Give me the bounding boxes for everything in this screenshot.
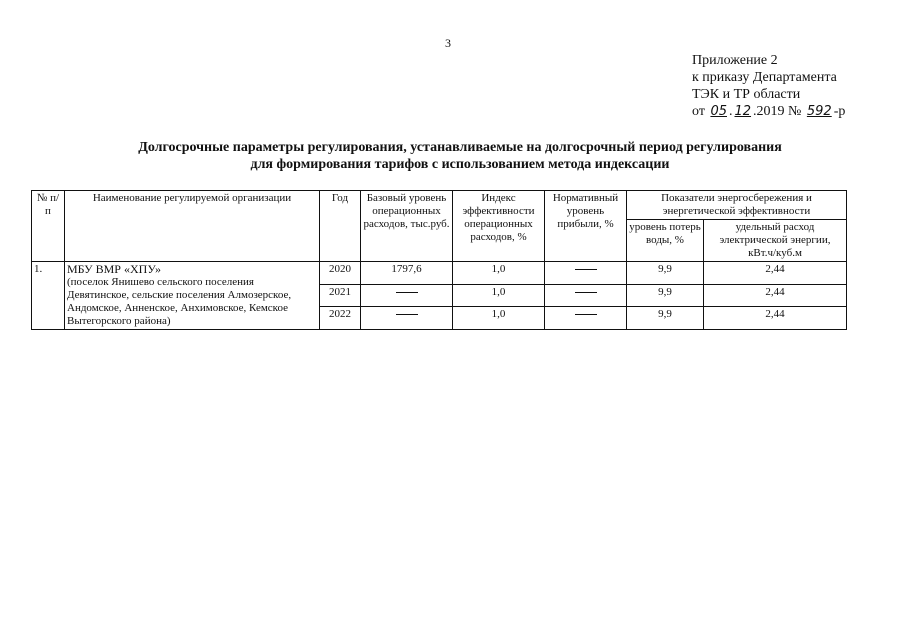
header-year: Год bbox=[320, 191, 361, 262]
header-org: Наименование регулируемой организации bbox=[65, 191, 320, 262]
order-suffix: -р bbox=[833, 104, 846, 119]
cell-electricity: 2,44 bbox=[704, 307, 847, 330]
date-month: 12 bbox=[734, 104, 752, 119]
title-line-1: Долгосрочные параметры регулирования, устанавливаемые на долгосрочный период регулирования bbox=[138, 140, 782, 155]
cell-profit bbox=[545, 307, 627, 330]
cell-profit bbox=[545, 284, 627, 307]
cell-base: 1797,6 bbox=[361, 262, 453, 285]
parameters-table bbox=[31, 190, 847, 330]
date-year: .2019 № bbox=[753, 104, 802, 119]
cell-base bbox=[361, 307, 453, 330]
cell-water-loss: 9,9 bbox=[627, 307, 704, 330]
title-line-2: для формирования тарифов с использованием метода индексации bbox=[250, 157, 670, 172]
cell-profit bbox=[545, 262, 627, 285]
order-number: 592 bbox=[806, 104, 832, 119]
table-header-row-1 bbox=[32, 191, 847, 220]
date-sep: . bbox=[728, 104, 733, 119]
org-name: МБУ ВМР «ХПУ» bbox=[67, 262, 162, 276]
header-profit: Нормативный уровень прибыли, % bbox=[545, 191, 627, 262]
header-num: № п/п bbox=[32, 191, 65, 262]
dash-mark bbox=[575, 292, 597, 293]
header-base: Базовый уровень операционных расходов, тыс.руб. bbox=[361, 191, 453, 262]
cell-electricity: 2,44 bbox=[704, 284, 847, 307]
dash-mark bbox=[575, 314, 597, 315]
header-water-loss: уровень потерь воды, % bbox=[627, 220, 704, 262]
appendix-block bbox=[692, 52, 845, 120]
header-index: Индекс эффективности операционных расходов, % bbox=[453, 191, 545, 262]
row-org bbox=[65, 262, 320, 330]
table-row bbox=[32, 262, 847, 285]
cell-year: 2022 bbox=[320, 307, 361, 330]
dash-mark bbox=[396, 292, 418, 293]
page-number: 3 bbox=[445, 36, 451, 50]
row-num: 1. bbox=[32, 262, 65, 330]
header-energy-group: Показатели энергосбережения и энергетической эффективности bbox=[627, 191, 847, 220]
cell-electricity: 2,44 bbox=[704, 262, 847, 285]
appendix-date-line bbox=[692, 103, 845, 120]
cell-water-loss: 9,9 bbox=[627, 284, 704, 307]
appendix-line-3: ТЭК и ТР области bbox=[692, 87, 801, 102]
cell-index: 1,0 bbox=[453, 284, 545, 307]
dash-mark bbox=[575, 269, 597, 270]
date-day: 05 bbox=[710, 104, 727, 119]
cell-index: 1,0 bbox=[453, 262, 545, 285]
cell-index: 1,0 bbox=[453, 307, 545, 330]
dash-mark bbox=[396, 314, 418, 315]
org-detail: (поселок Янишево сельского поселения Девятинское, сельские поселения Алмозерское, Андомское, Анненское, Анхимовское, Кемское Вытегорского района) bbox=[67, 276, 292, 327]
cell-year: 2021 bbox=[320, 284, 361, 307]
cell-base bbox=[361, 284, 453, 307]
document-title bbox=[60, 139, 860, 173]
date-prefix: от bbox=[692, 104, 705, 119]
header-electricity: удельный расход электрической энергии, кВт.ч/куб.м bbox=[704, 220, 847, 262]
appendix-line-1: Приложение 2 bbox=[692, 53, 778, 68]
cell-water-loss: 9,9 bbox=[627, 262, 704, 285]
appendix-line-2: к приказу Департамента bbox=[692, 70, 837, 85]
cell-year: 2020 bbox=[320, 262, 361, 285]
